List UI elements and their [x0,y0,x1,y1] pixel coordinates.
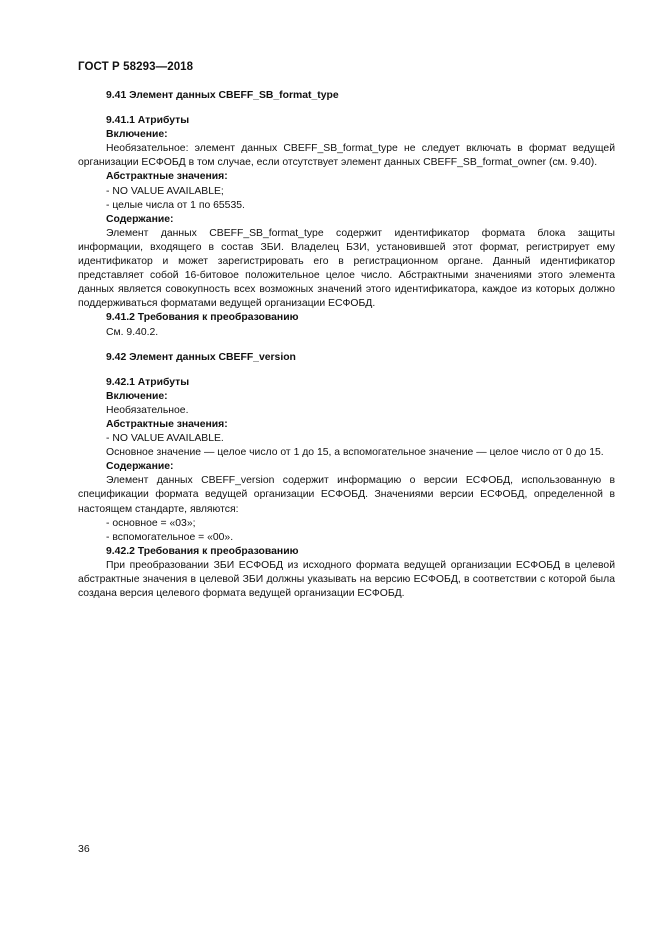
page-number: 36 [78,843,90,855]
requirements-text: См. 9.40.2. [106,326,159,338]
document-header: ГОСТ Р 58293—2018 [78,61,194,73]
abstract-value-item: - NO VALUE AVAILABLE; [106,185,224,197]
abstract-value-item: - целые числа от 1 по 65535. [106,199,245,211]
inclusion-text: Необязательное: элемент данных CBEFF_SB_format_type не следует включать в формат ведущей организации ЕСФОБД в том случае, если отсутствует элемент данных CBEFF_SB_format_owner (см. 9.40). [78,143,615,169]
subsection-heading-9-41-2: 9.41.2 Требования к преобразованию [106,312,299,324]
content-list-item: - вспомогательное = «00». [106,531,234,543]
content-label: Содержание: [106,461,174,473]
content-list-item: - основное = «03»; [106,517,196,529]
abstract-value-item: - NO VALUE AVAILABLE. [106,433,224,445]
subsection-heading-9-42-1: 9.42.1 Атрибуты [106,376,190,388]
inclusion-label: Включение: [106,390,168,402]
content-label: Содержание: [106,213,174,225]
section-heading-9-41: 9.41 Элемент данных CBEFF_SB_format_type [106,90,339,101]
section-heading-9-42: 9.42 Элемент данных CBEFF_version [106,351,296,363]
abstract-values-label: Абстрактные значения: [106,171,228,183]
content-text: Элемент данных CBEFF_version содержит информацию о версии ЕСФОБД, использованную в спецификации формата ведущей организации ЕСФОБД. Значениями версии ЕСФОБД, определенной в настоящем стандарте, являются: [78,475,615,515]
document-body [78,89,615,601]
abstract-note: Основное значение — целое число от 1 до 15, а вспомогательное значение — целое число от 0 до 15. [106,447,604,459]
inclusion-label: Включение: [106,129,168,141]
subsection-heading-9-41-1: 9.41.1 Атрибуты [106,115,190,127]
requirements-text: При преобразовании ЗБИ ЕСФОБД из исходного формата ведущей организации ЕСФОБД в целевой абстрактные значения в целевой ЗБИ должны указывать на версию ЕСФОБД, в соответствии с которой была создана версия целевого формата ведущей организации ЕСФОБД. [78,559,615,600]
abstract-values-label: Абстрактные значения: [106,418,228,430]
content-text: Элемент данных CBEFF_SB_format_type содержит идентификатор формата блока защиты информации, входящего в состав ЗБИ. Владелец БЗИ, установившей этот формат, регистрирует ему идентификатор и может зарегистрировать его в регистрационном органе. Данный идентификатор представляет собой 16-битовое положительное целое число. Абстрактными значениями этого элемента данных является совокупность всех возможных значений этого идентификатора, каждое из которых должно поддерживаться форматами ведущей организации ЕСФОБД. [78,227,615,310]
subsection-heading-9-42-2: 9.42.2 Требования к преобразованию [106,545,299,557]
inclusion-text: Необязательное. [106,404,189,416]
